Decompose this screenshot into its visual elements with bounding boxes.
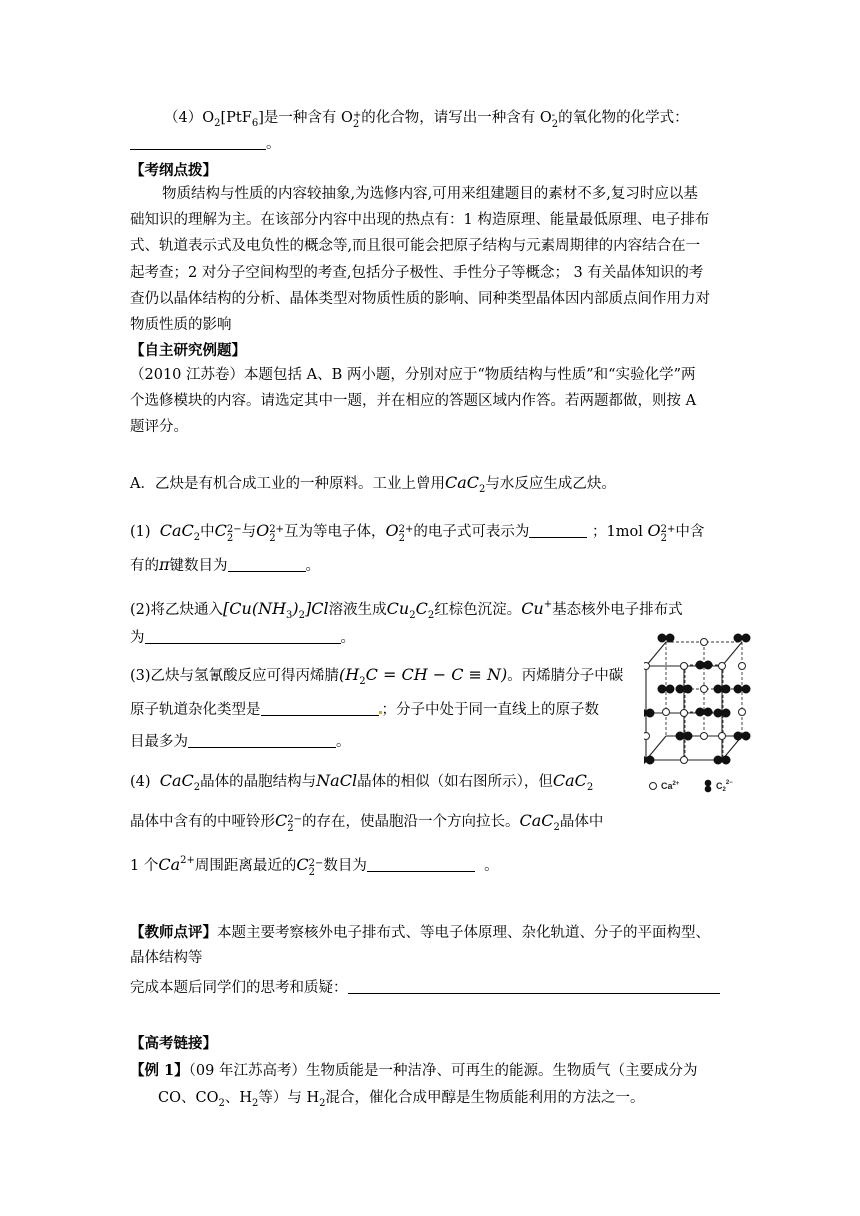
text: 晶体的晶胞结构与 [200, 774, 317, 790]
ca-ion [719, 663, 726, 670]
sub: 2 [308, 867, 315, 878]
sub: 2 [319, 1098, 326, 1109]
text: CaC [444, 473, 480, 492]
kaogang-para-2: 础知识的理解为主。在该部分内容中出现的热点有：1 构造原理、能量最低原理、电子排布 [130, 212, 710, 228]
legend-ca-symbol [650, 783, 657, 790]
text: 1 个 [130, 858, 159, 874]
text: (2)将乙炔通入 [130, 602, 224, 618]
text: 目最多为 [130, 734, 188, 750]
question-1-line-1 [130, 516, 730, 552]
text: （09 年江苏高考）生物质能是一种洁净、可再生的能源。生物质气（主要成分为 [188, 1063, 698, 1079]
text: 混合，催化合成甲醇是生物质能利用的方法之一。 [325, 1090, 645, 1106]
text: CaC [552, 771, 587, 790]
legend-c2-label [716, 780, 733, 793]
ca-ion [681, 710, 688, 717]
sub: 2 [298, 610, 306, 621]
text: C = CH − C ≡ N) [365, 665, 508, 684]
text: CaC [159, 771, 194, 790]
answer-blank[interactable] [529, 523, 587, 539]
text: ]Cl [305, 599, 329, 618]
text: 晶体中含有的中哑铃形 [130, 814, 275, 830]
dumbbell [658, 685, 674, 693]
supsub [399, 525, 414, 543]
text: 的电子式可表示为 [413, 524, 530, 540]
legend-c2-text: C [716, 781, 723, 791]
legend-c2-sub: 2 [722, 787, 726, 793]
sup: - [551, 110, 556, 121]
formula-cac2 [552, 771, 594, 793]
kaogang-para-6: 物质性质的影响 [130, 317, 232, 333]
text: 键数目为 [169, 558, 228, 574]
text: 中 [200, 524, 215, 540]
supsub [309, 859, 324, 877]
ca-ion [663, 709, 670, 716]
dumbbell [734, 685, 750, 693]
sub: 2 [427, 610, 435, 621]
text: 本题主要考察核外电子排布式、等电子体原理、杂化轨道、分子的平面构型、 [217, 925, 710, 941]
sup: 2+ [660, 524, 676, 535]
sup: + [543, 599, 553, 610]
text: 。丙烯腈分子中碳 [507, 668, 624, 684]
ca-ion [719, 733, 726, 740]
legend-ca-text: Ca [661, 781, 673, 791]
kaogang-para-4: 起考查；2 对分子空间构型的考查,包括分子极性、手性分子等概念； 3 有关晶体知识的考 [130, 265, 704, 281]
sup: 2+ [180, 855, 195, 866]
legend-ca-label [661, 781, 680, 791]
answer-blank[interactable] [130, 135, 266, 151]
sup: 2+ [269, 524, 285, 535]
ca-ion [701, 639, 708, 646]
ca-ion [644, 733, 650, 740]
crystal-cell-figure [644, 628, 764, 798]
dumbbell [658, 634, 674, 642]
sup: + [352, 110, 362, 121]
text: 与水反应生成乙炔。 [485, 476, 616, 492]
text: ；分子中处于同一直线上的原子数 [381, 702, 599, 718]
text: A．乙炔是有机合成工业的一种原料。工业上曾用 [130, 476, 445, 492]
formula-nacl: NaCl [316, 771, 358, 790]
text: 周围距离最近的 [194, 858, 297, 874]
question-4-line-2 [130, 806, 730, 842]
example-label: 【例 1】 [130, 1062, 189, 1079]
question-a-intro [130, 468, 730, 504]
question-3-line-1 [130, 660, 730, 696]
text: Cu [386, 599, 410, 618]
text: 的存在，使晶胞沿一个方向拉长。 [302, 814, 520, 830]
sub: 2 [479, 484, 486, 495]
formula-cac2 [444, 473, 486, 495]
question-1-line-2 [130, 550, 730, 581]
text: 晶体中 [559, 814, 604, 830]
answer-blank[interactable] [348, 979, 720, 995]
sub: 2 [409, 610, 416, 621]
sub: 2 [193, 532, 201, 543]
q4-text-d: 的化合物，请写出一种含有 O [361, 110, 552, 126]
text: (1) [130, 524, 151, 540]
sub: 3 [286, 610, 293, 621]
text: 溶液生成 [328, 602, 387, 618]
dumbbell [734, 634, 750, 642]
text: (3)乙炔与氢氰酸反应可得丙烯腈 [130, 668, 340, 684]
sub: 2 [359, 676, 366, 687]
ca-ion [701, 686, 708, 693]
zizhu-intro-1: （2010 江苏卷）本题包括 A、B 两小题，分别对应于“物质结构与性质”和“实验化学”两 [130, 367, 696, 383]
supsub [661, 525, 676, 543]
sub: 2 [553, 822, 560, 833]
period: 。 [266, 136, 281, 152]
question-4-line-1 [130, 766, 730, 802]
formula-cac2 [159, 771, 201, 793]
section-title-zizhu: 【自主研究例题】 [130, 342, 246, 359]
text: (H [339, 665, 360, 684]
example-1-line-1 [130, 1056, 730, 1086]
sub: 2 [218, 1098, 225, 1109]
text: O [647, 521, 661, 540]
sub: 2 [252, 1098, 259, 1109]
q4-text-b: [PtF [220, 110, 252, 126]
text: 晶体的相似（如右图所示），但 [357, 774, 553, 790]
sub: 6 [251, 118, 259, 129]
sub: 2 [660, 533, 667, 544]
sub: 2 [193, 782, 201, 793]
section-title-jiaoshi: 【教师点评】 [130, 924, 217, 941]
dumbbell [644, 709, 654, 717]
period: 。 [340, 630, 355, 646]
q4-text-a: （4）O [164, 110, 215, 126]
ca-ion [681, 757, 688, 764]
ca-ion [739, 663, 746, 670]
text: 、H [224, 1090, 252, 1106]
kaogang-para-5: 查仍以晶体结构的分析、晶体类型对物质性质的影响、同种类型晶体因内部质点间作用力对 [130, 291, 710, 307]
ca-ion [681, 663, 688, 670]
formula-c2-2minus [275, 811, 302, 834]
sub: 2 [269, 533, 276, 544]
teacher-comment-line-3 [130, 974, 730, 1003]
formula-c2-2minus [296, 855, 324, 878]
kaogang-para-1: 物质结构与性质的内容较抽象,为选修内容,可用来组建题目的素材不多,复习时应以基 [162, 186, 698, 202]
text: CaC [159, 521, 194, 540]
section-title-gaokao: 【高考链接】 [130, 1035, 217, 1052]
text: 等）与 H [258, 1090, 320, 1106]
text: C [415, 599, 428, 618]
legend-c2-charge: 2− [725, 780, 733, 786]
dumbbell [644, 756, 654, 764]
sup: 2− [226, 524, 242, 535]
kaogang-para-3: 式、轨道表示式及电负性的概念等,而且很可能会把原子结构与元素周期律的内容结合在一 [130, 238, 701, 254]
text: 互为等电子体， [284, 524, 386, 540]
sub: 2 [226, 533, 234, 544]
question-3-line-3 [130, 728, 730, 757]
formula-o2-2plus [647, 521, 676, 544]
sub: 2 [398, 533, 406, 544]
text: 红棕色沉淀。 [434, 602, 522, 618]
text: 原子轨道杂化类型是 [130, 702, 261, 718]
text: O [385, 521, 399, 540]
supsub [269, 525, 284, 543]
text: 有的 [130, 558, 159, 574]
text: 数目为 [323, 858, 367, 874]
text: 为 [130, 630, 145, 646]
text: CO、CO [158, 1090, 219, 1106]
sup: 2+ [398, 524, 414, 535]
period: 。 [305, 558, 321, 574]
formula-o2-2plus [256, 521, 285, 544]
ca-ion [644, 663, 650, 670]
supsub [227, 525, 242, 543]
sup: 2− [308, 858, 324, 869]
formula-cu2c2 [386, 599, 435, 621]
sub: 2 [214, 118, 221, 129]
text: C [275, 811, 288, 830]
text: 基态核外电子排布式 [552, 602, 683, 618]
period: 。 [484, 858, 499, 874]
question-3-line-2 [130, 696, 730, 725]
text: CaC [519, 811, 554, 830]
formula-o2-2plus [385, 521, 414, 544]
q4-line-2 [130, 130, 730, 159]
legend-c2-symbol [705, 780, 712, 793]
sup: 2− [287, 814, 302, 825]
teacher-comment-line-2: 晶体结构等 [130, 950, 203, 966]
formula-cu-complex [223, 599, 329, 621]
q4-text-e: 的氧化物的化学式： [558, 110, 689, 126]
answer-blank[interactable] [228, 557, 306, 573]
ca-ion [739, 709, 746, 716]
ca-ion [701, 733, 708, 740]
text: ；1mol [592, 524, 643, 540]
text: C [296, 855, 309, 874]
text: C [214, 521, 227, 540]
text: (4) [130, 774, 151, 790]
example-1-line-2 [158, 1084, 758, 1118]
answer-blank[interactable] [188, 733, 336, 749]
formula-ca-2plus [158, 855, 195, 874]
cell-solid-lines [646, 642, 742, 760]
sub: 2 [287, 823, 294, 834]
text: O [256, 521, 270, 540]
sub: 2 [551, 119, 559, 130]
cell-dashed-lines [666, 642, 742, 759]
text: ) [292, 599, 299, 618]
formula-c2-2minus [214, 521, 242, 544]
sub: 2 [586, 782, 594, 793]
answer-blank[interactable] [367, 857, 475, 873]
text: [Cu(NH [223, 599, 287, 618]
pi-symbol: π [159, 555, 170, 574]
text: 与 [241, 524, 257, 540]
c2-dumbbells [644, 634, 750, 764]
formula-cac2 [519, 811, 560, 833]
q4-text-c: ]是一种含有 O [258, 110, 353, 126]
sub: 2 [352, 119, 360, 130]
text: Ca [158, 855, 181, 874]
supsub [287, 815, 302, 833]
question-4-line-3 [130, 846, 730, 881]
answer-blank[interactable] [261, 701, 379, 717]
period: 。 [336, 734, 351, 750]
legend [650, 780, 734, 793]
question-2-line-2 [130, 624, 730, 653]
answer-blank[interactable] [145, 629, 341, 645]
formula-cu-plus [521, 599, 552, 618]
formula-acrylonitrile [339, 665, 508, 687]
legend-ca-charge: 2+ [672, 781, 680, 787]
text: Cu [521, 599, 544, 618]
formula-cac2 [159, 521, 201, 543]
zizhu-intro-2: 个选修模块的内容。请选定其中一题，并在相应的答题区域内作答。若两题都做，则按 A [130, 393, 697, 409]
zizhu-intro-3: 题评分。 [130, 419, 188, 435]
section-title-kaogang: 【考纲点拨】 [130, 162, 217, 179]
supsub [353, 111, 361, 129]
text: 中含 [675, 524, 705, 540]
text: 完成本题后同学们的思考和质疑： [130, 980, 348, 996]
